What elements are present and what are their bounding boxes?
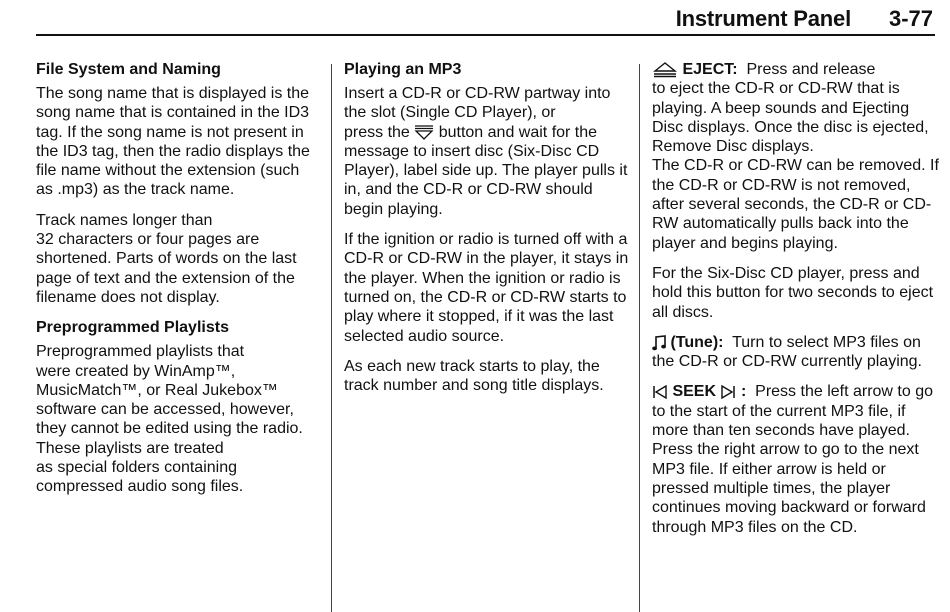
paragraph-playlists: [36, 342, 318, 496]
text-line: as special folders containing compressed audio song files.: [36, 459, 244, 496]
seek-colon: :: [740, 383, 747, 401]
column-left: [36, 60, 318, 508]
eject-icon: [652, 62, 678, 78]
column-middle: [344, 60, 629, 406]
tune-label: (Tune):: [670, 333, 724, 351]
load-triangle-icon: [414, 124, 434, 140]
paragraph-song-name: The song name that is displayed is the song name that is contained in the ID3 tag. If the song name is not present in the ID3 tag, then the radio displays the file name without the extension (such as .mp3) as the track name.: [36, 85, 310, 199]
page-number: 3-77: [888, 6, 933, 31]
column-divider: [639, 64, 640, 612]
paragraph-insert: [344, 84, 629, 219]
paragraph-seek: [652, 382, 944, 536]
seek-label: SEEK: [672, 383, 717, 401]
text-line: MusicMatch™, or Real Jukebox™ software can be accessed, however, they cannot be edited using the radio. These playlists are treated: [36, 381, 303, 457]
text-line: press the: [344, 123, 410, 141]
eject-label: EJECT:: [682, 61, 738, 78]
paragraph-tune: [652, 333, 944, 372]
heading-playing-mp3: Playing an MP3: [344, 61, 462, 78]
seek-forward-icon: [720, 385, 736, 399]
paragraph-six-disc-eject: For the Six-Disc CD player, press and hold this button for two seconds to eject all discs.: [652, 264, 934, 321]
text-line: button and wait for the message to insert disc (Six-Disc CD Player), label side up. The player pulls it in, and the CD-R or CD-RW should begin playing.: [344, 123, 628, 218]
section-title: Instrument Panel: [675, 6, 851, 31]
music-note-icon: [652, 335, 666, 351]
text-line: were created by WinAmp™,: [36, 362, 236, 380]
text-line: Track names longer than: [36, 211, 213, 229]
text-line: to eject the CD-R or CD-RW that is playing. A beep sounds and Ejecting Disc displays. Once the disc is ejected, Remove Disc displays.: [652, 80, 929, 156]
paragraph-ignition: If the ignition or radio is turned off with a CD-R or CD-RW in the player, it stays in the player. When the ignition or radio is turned on, the CD-R or CD-RW starts to play where it stopped, if it was the last selected audio source.: [344, 231, 629, 345]
paragraph-eject: [652, 60, 944, 253]
heading-playlists: Preprogrammed Playlists: [36, 319, 229, 337]
text-line: Turn to select MP3 files on the CD-R or CD-RW currently playing.: [652, 333, 922, 371]
heading-file-system: File System and Naming: [36, 61, 221, 78]
text-line: Press the left arrow to go to the start of the current MP3 file, if more than ten seconds have played. Press the right arrow to go to the next MP3 file. If either arrow is held or pressed multiple times, the player continues moving backward or forward through MP3 files on the CD.: [652, 383, 934, 536]
text-line: The CD-R or CD-RW can be removed. If the CD-R or CD-RW is not removed, after several seconds, the CD-R or CD-RW automatically pulls back into the player and begins playing.: [652, 157, 939, 252]
seek-back-icon: [652, 385, 668, 399]
paragraph-new-track: As each new track starts to play, the track number and song title displays.: [344, 357, 604, 395]
page-header: [36, 4, 935, 36]
column-divider: [331, 64, 332, 612]
text-line: 32 characters or four pages are shortened. Parts of words on the last page of text and the extension of the filename does not display.: [36, 231, 297, 306]
text-line: Press and release: [746, 61, 876, 78]
text-line: Insert a CD-R or CD-RW partway into the slot (Single CD Player), or: [344, 85, 611, 122]
column-right: [652, 60, 944, 548]
text-line: Preprogrammed playlists that: [36, 343, 245, 361]
paragraph-track-names: [36, 211, 318, 307]
